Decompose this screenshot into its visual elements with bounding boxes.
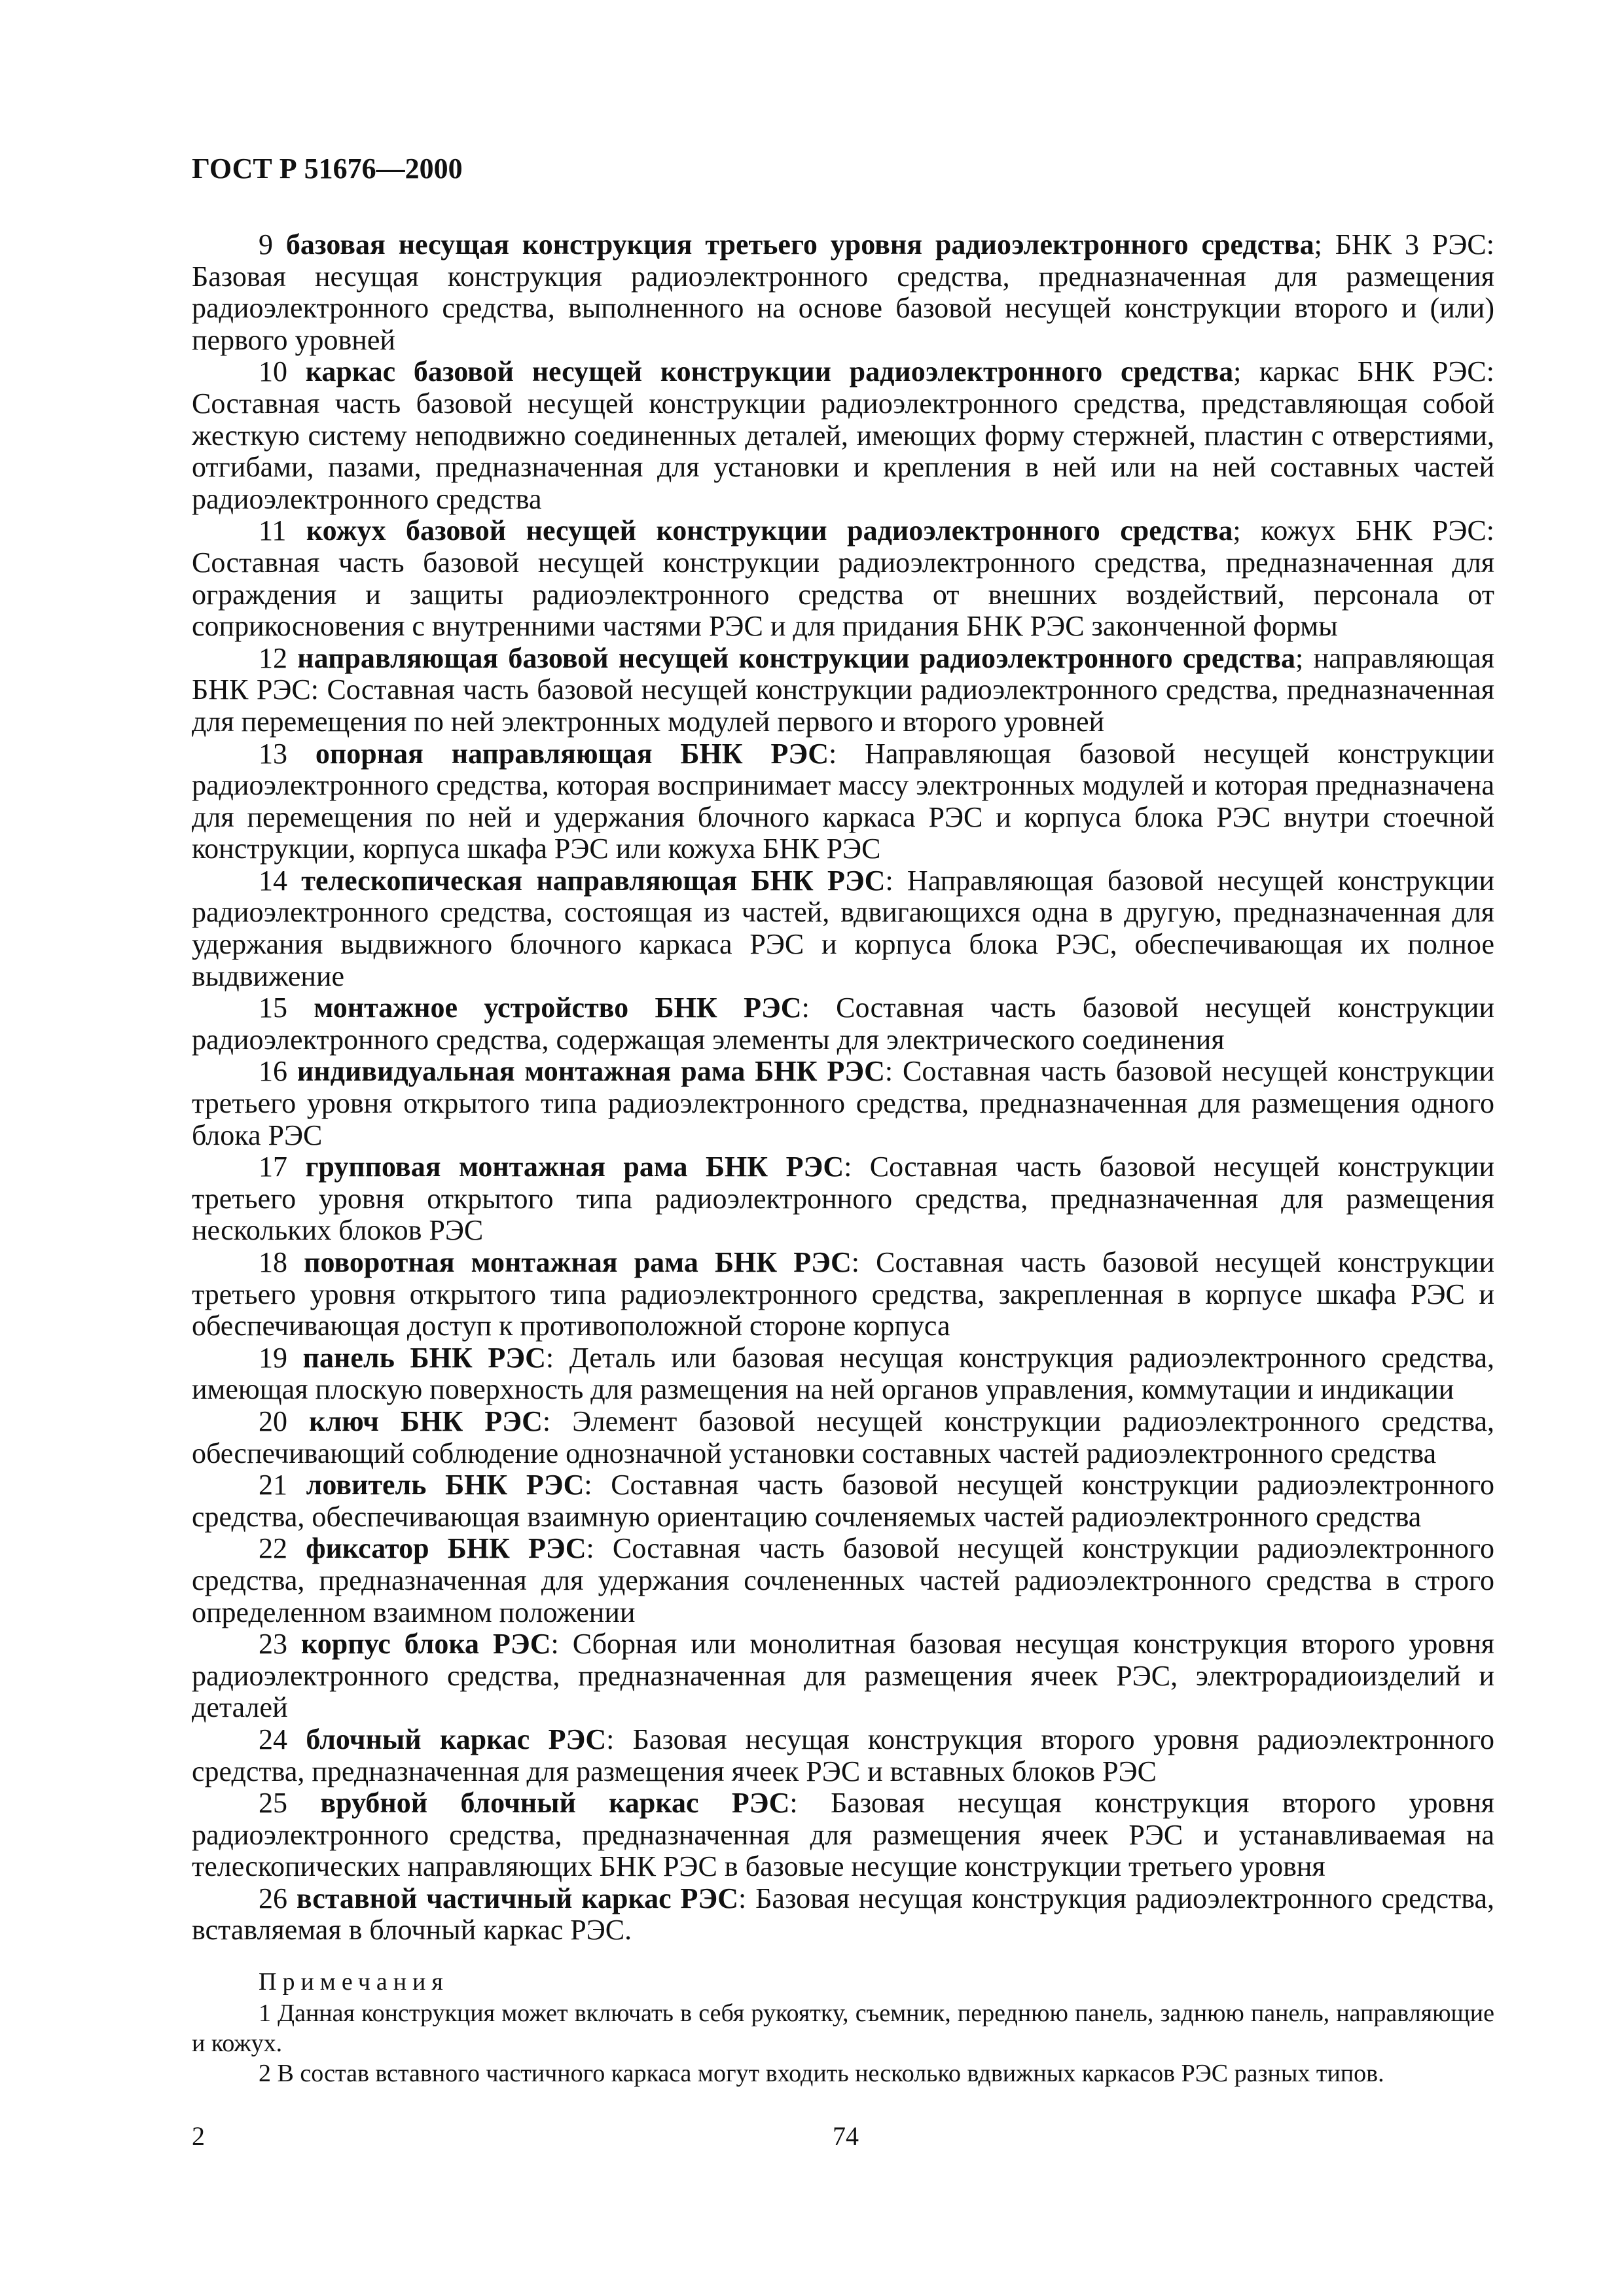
term-name: корпус блока РЭС xyxy=(301,1628,551,1660)
term-number: 13 xyxy=(259,737,287,770)
term-definition: ; кожух БНК РЭС: Составная часть базовой несущей конструкции радиоэлектронного средства, предназначенная для ограждения и защиты радиоэлектронного средства от внешних воздействий, персонала от соприкосновения с внутренними частями РЭС и для придания БНК РЭС законченной формы xyxy=(192,514,1495,643)
term-definition: : Составная часть базовой несущей конструкции третьего уровня открытого типа радиоэлектронного средства, предназначенная для размещения одного блока РЭС xyxy=(192,1055,1495,1151)
term-definition: ; каркас БНК РЭС: Составная часть базовой несущей конструкции радиоэлектронного средства, представляющая собой жесткую систему неподвижно соединенных деталей, имеющих форму стержней, пластин с отверстиями, отгибами, пазами, предназначенная для установки и крепления в ней или на ней составных частей радиоэлектронного средства xyxy=(192,355,1495,515)
term-number: 12 xyxy=(259,641,287,674)
notes-title: Примечания xyxy=(259,1968,449,1996)
term-entry xyxy=(192,515,1494,642)
term-entry xyxy=(192,1469,1494,1533)
term-entry xyxy=(192,356,1494,515)
term-name: телескопическая направляющая БНК РЭС xyxy=(301,864,886,897)
term-name: групповая монтажная рама БНК РЭС xyxy=(305,1151,844,1183)
page-number-left: 2 xyxy=(192,2121,205,2151)
term-number: 19 xyxy=(259,1341,287,1374)
term-definition: : Составная часть базовой несущей конструкции радиоэлектронного средства, предназначенная для удержания сочлененных частей радиоэлектронного средства в строго определенном взаимном положении xyxy=(192,1532,1494,1628)
term-number: 15 xyxy=(259,992,287,1024)
note-item: 1 Данная конструкция может включать в себя рукоятку, съемник, переднюю панель, заднюю панель, направляющие и кожух. xyxy=(192,2000,1494,2057)
term-definition: : Составная часть базовой несущей конструкции радиоэлектронного средства, содержащая элементы для электрического соединения xyxy=(192,992,1494,1056)
page-number-center: 74 xyxy=(833,2121,859,2151)
term-entry xyxy=(192,992,1494,1056)
term-definition: : Составная часть базовой несущей конструкции третьего уровня открытого типа радиоэлектронного средства, закрепленная в корпусе шкафа РЭС и обеспечивающая доступ к противоположной стороне корпуса xyxy=(192,1246,1495,1342)
term-entry xyxy=(192,1533,1494,1628)
document-id: ГОСТ Р 51676—2000 xyxy=(192,152,463,185)
term-entry xyxy=(192,738,1494,865)
note-item: 2 В состав вставного частичного каркаса могут входить несколько вдвижных каркасов РЭС разных типов. xyxy=(259,2060,1384,2087)
term-definition: ; БНК 3 РЭС: Базовая несущая конструкция радиоэлектронного средства, предназначенная для размещения радиоэлектронного средства, выполненного на основе базовой несущей конструкции второго и (или) первого уровней xyxy=(192,228,1494,356)
term-name: ловитель БНК РЭС xyxy=(306,1469,585,1501)
term-number: 9 xyxy=(259,228,273,260)
term-number: 16 xyxy=(259,1055,287,1088)
term-name: направляющая базовой несущей конструкции радиоэлектронного средства xyxy=(297,641,1295,674)
term-number: 23 xyxy=(259,1628,287,1660)
term-definition: : Базовая несущая конструкция второго уровня радиоэлектронного средства, предназначенная для размещения ячеек РЭС и вставных блоков РЭС xyxy=(192,1723,1495,1787)
term-definition: : Составная часть базовой несущей конструкции радиоэлектронного средства, обеспечивающая взаимную ориентацию сочленяемых частей радиоэлектронного средства xyxy=(192,1469,1495,1533)
term-definition: : Направляющая базовой несущей конструкции радиоэлектронного средства, состоящая из частей, вдвигающихся одна в другую, предназначенная для удержания выдвижного блочного каркаса РЭС и корпуса блока РЭС, обеспечивающая их полное выдвижение xyxy=(192,864,1495,992)
term-number: 21 xyxy=(259,1469,287,1501)
term-number: 11 xyxy=(259,514,287,547)
terms-list xyxy=(192,229,1494,1946)
term-name: базовая несущая конструкция третьего уровня радиоэлектронного средства xyxy=(285,228,1314,260)
term-definition: : Деталь или базовая несущая конструкция радиоэлектронного средства, имеющая плоскую поверхность для размещения на ней органов управления, коммутации и индикации xyxy=(192,1341,1495,1406)
term-number: 14 xyxy=(259,864,287,897)
document-header xyxy=(192,152,463,185)
term-definition: : Сборная или монолитная базовая несущая конструкция второго уровня радиоэлектронного средства, предназначенная для размещения ячеек РЭС, электрорадиоизделий и деталей xyxy=(192,1628,1494,1724)
term-name: панель БНК РЭС xyxy=(302,1341,546,1374)
term-name: фиксатор БНК РЭС xyxy=(306,1532,586,1565)
term-number: 24 xyxy=(259,1723,287,1755)
term-entry xyxy=(192,1151,1494,1247)
term-number: 10 xyxy=(259,355,287,388)
term-number: 17 xyxy=(259,1151,287,1183)
term-name: поворотная монтажная рама БНК РЭС xyxy=(304,1246,852,1278)
term-entry xyxy=(192,1787,1494,1883)
term-entry xyxy=(192,1247,1494,1342)
term-number: 26 xyxy=(259,1882,287,1914)
term-entry xyxy=(192,1406,1494,1469)
term-name: врубной блочный каркас РЭС xyxy=(320,1787,790,1820)
term-name: каркас базовой несущей конструкции радиоэлектронного средства xyxy=(305,355,1234,388)
term-entry xyxy=(192,1724,1494,1787)
term-entry xyxy=(192,1628,1494,1724)
term-entry xyxy=(192,643,1494,738)
term-name: опорная направляющая БНК РЭС xyxy=(315,737,829,770)
term-definition: ; направляющая БНК РЭС: Составная часть базовой несущей конструкции радиоэлектронного средства, предназначенная для перемещения по ней электронных модулей первого и второго уровней xyxy=(192,641,1494,738)
term-name: кожух базовой несущей конструкции радиоэлектронного средства xyxy=(306,514,1233,547)
term-number: 25 xyxy=(259,1787,287,1820)
term-definition: : Составная часть базовой несущей конструкции третьего уровня открытого типа радиоэлектронного средства, предназначенная для размещения нескольких блоков РЭС xyxy=(192,1151,1495,1247)
term-name: блочный каркас РЭС xyxy=(306,1723,607,1755)
term-definition: : Базовая несущая конструкция второго уровня радиоэлектронного средства, предназначенная для размещения ячеек РЭС и устанавливаемая на телескопических направляющих БНК РЭС в базовые несущие конструкции третьего уровня xyxy=(192,1787,1494,1883)
term-entry xyxy=(192,1056,1494,1151)
term-name: монтажное устройство БНК РЭС xyxy=(314,992,802,1024)
term-entry xyxy=(192,1883,1494,1946)
term-entry xyxy=(192,229,1494,356)
term-name: ключ БНК РЭС xyxy=(309,1405,543,1437)
term-definition: : Направляющая базовой несущей конструкции радиоэлектронного средства, которая воспринимает массу электронных модулей и которая предназначена для перемещения по ней и удержания блочного каркаса РЭС и корпуса блока РЭС внутри стоечной конструкции, корпуса шкафа РЭС или кожуха БНК РЭС xyxy=(192,737,1495,865)
term-definition: : Базовая несущая конструкция радиоэлектронного средства, вставляемая в блочный каркас РЭС. xyxy=(192,1882,1494,1946)
term-definition: : Элемент базовой несущей конструкции радиоэлектронного средства, обеспечивающий соблюдение однозначной установки составных частей радиоэлектронного средства xyxy=(192,1405,1495,1469)
term-name: индивидуальная монтажная рама БНК РЭС xyxy=(297,1055,885,1088)
term-entry xyxy=(192,865,1494,992)
notes-section xyxy=(192,1967,1494,2089)
term-entry xyxy=(192,1342,1494,1406)
term-number: 18 xyxy=(259,1246,287,1278)
term-name: вставной частичный каркас РЭС xyxy=(296,1882,739,1914)
term-number: 20 xyxy=(259,1405,287,1437)
term-number: 22 xyxy=(259,1532,287,1565)
